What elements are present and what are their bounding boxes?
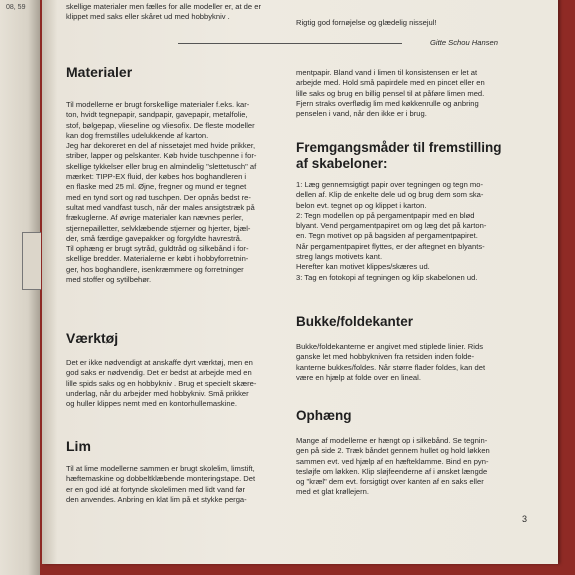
- text-line: der, små færdige gavepakker og forgyldte havrestrå.: [66, 233, 243, 243]
- section-fremgangsmaader: [296, 140, 536, 283]
- section-heading: af skabeloner:: [296, 156, 388, 171]
- text-line: sammen evt. ved hjælp af en hæfteklamme. Bind en pyn-: [296, 456, 489, 466]
- paragraph: [66, 464, 288, 505]
- text-line: ganske let med hobbykniven fra retsiden inden folde-: [296, 352, 475, 362]
- section-bukke-foldekanter: [296, 314, 536, 383]
- text-line: skellige tykkelser eller brug en almindelig "slettetusch" af: [66, 161, 257, 171]
- author-signature: Gitte Schou Hansen: [430, 38, 498, 47]
- text-line: dellen af. Klip de enkelte dele ud og brug dem som ska-: [296, 190, 484, 200]
- text-line: Herefter kan motivet klippes/skæres ud.: [296, 262, 430, 272]
- text-line: en. Tegn motivet op på bagsiden af pergamentpapiret.: [296, 231, 478, 241]
- paragraph: [296, 342, 536, 383]
- text-line: ger, hos boghandlere, isenkræmmere og forretninger: [66, 264, 244, 274]
- text-line: og huller klippes nemt med en kontorhullemaskine.: [66, 399, 237, 409]
- text-line: arbejde med. Hold små papirdele med en pincet eller en: [296, 78, 485, 88]
- paragraph: [66, 100, 288, 285]
- section-heading: Materialer: [66, 64, 133, 80]
- text-line: 1: Læg gennemsigtigt papir over tegningen og tegn mo-: [296, 180, 484, 189]
- text-line: Fjern straks overflødig lim med køkkenrulle og anbring: [296, 98, 479, 108]
- text-line: med en tynd sort og rød tuschpen. Der opnås bedst re-: [66, 192, 251, 202]
- paragraph: [66, 358, 288, 409]
- text-line: hæftemaskine og dobbeltklæbende monteringstape. Det: [66, 474, 256, 484]
- text-line: god saks er nødvendig. Det er bedst at arbejde med en: [66, 368, 252, 378]
- text-line: sultat med vandfast tusch, når der males ansigtstræk på: [66, 202, 255, 212]
- text-line: en flaske med 25 ml. Øjne, fregner og mund er tegnet: [66, 182, 247, 192]
- text-line: 2: Tegn modellen op på pergamentpapir med en blød: [296, 210, 475, 220]
- book-page: [42, 0, 558, 564]
- text-line: lille spids saks og en hobbykniv . Brug et specielt skære-: [66, 378, 257, 388]
- text-line: er en god idé at fortynde skolelimen med lidt vand før: [66, 484, 245, 494]
- text-line: kanterne bukkes/foldes. Når større flader foldes, kan det: [296, 362, 486, 372]
- text-line: stjernepailletter, selvklæbende stjerner og hjerter, bjæl-: [66, 223, 251, 233]
- text-line: Til ophæng er brugt sytråd, guldtråd og silkebånd i for-: [66, 244, 249, 254]
- text-line: Bukke/foldekanterne er angivet med stiplede linier. Rids: [296, 342, 483, 351]
- text-line: skellige bredder. Materialerne er købt i hobbyforretnin-: [66, 254, 249, 264]
- text-line: være en hjælp at folde over en lineal.: [296, 372, 421, 382]
- left-page-fragment: 08, 59: [6, 4, 26, 11]
- text-line: stof, bølgepap, vlieseline og vliesofix. De fleste modeller: [66, 120, 255, 130]
- text-line: ton, hvidt tegnepapir, sandpapir, gavepapir, metalfolie,: [66, 110, 248, 120]
- text-line: skellige materialer men fælles for alle modeller er, at de er: [66, 2, 261, 11]
- text-line: 3: Tag en fotokopi af tegningen og klip skabelonen ud.: [296, 272, 478, 282]
- section-lim: [66, 438, 288, 505]
- section-vaerktoej: [66, 330, 288, 409]
- text-line: Det er ikke nødvendigt at anskaffe dyrt værktøj, men en: [66, 358, 253, 367]
- greeting: Rigtig god fornøjelse og glædelig nissejul!: [296, 18, 437, 27]
- section-heading: Ophæng: [296, 408, 352, 423]
- paragraph: [296, 436, 536, 498]
- text-line: gen på side 2. Træk båndet gennem hullet og hold løkken: [296, 446, 490, 456]
- lim-continuation: [296, 68, 536, 119]
- text-line: lille saks og brug en billig pensel til at påføre limen med.: [296, 88, 485, 98]
- divider-line: [178, 43, 402, 44]
- left-page-tab: [22, 232, 41, 290]
- text-line: Til modellerne er brugt forskellige materialer f.eks. kar-: [66, 100, 250, 109]
- text-line: kan dog fremstilles udelukkende af karton.: [66, 130, 209, 140]
- section-heading: Værktøj: [66, 330, 119, 346]
- text-line: Mange af modellerne er hængt op i silkebånd. Se tegnin-: [296, 436, 488, 445]
- text-line: Til at lime modellerne sammen er brugt skolelim, limstift,: [66, 464, 255, 473]
- text-line: mentpapir. Bland vand i limen til konsistensen er let at: [296, 68, 478, 77]
- text-line: tesløjfe om løkken. Klip sløjfeenderne af i ønsket længde: [296, 466, 488, 476]
- text-line: klippet med saks eller skåret ud med hobbykniv .: [66, 12, 230, 22]
- section-heading: Bukke/foldekanter: [296, 314, 414, 329]
- section-heading: Fremgangsmåder til fremstilling: [296, 140, 502, 155]
- text-line: blyant. Vend pergamentpapiret om og læg det på karton-: [296, 221, 487, 231]
- text-line: penselen i vand, når den ikke er i brug.: [296, 109, 427, 119]
- text-line: Når pergamentpapiret flyttes, er der aftegnet en blyants-: [296, 241, 485, 251]
- text-line: striber, lapper og pelskanter. Køb hvide tuschpenne i for-: [66, 151, 257, 161]
- text-line: med et glat krøllejern.: [296, 487, 370, 497]
- paragraph: [296, 180, 536, 283]
- text-line: og "kræl" dem evt. forsigtigt over kanten af en saks eller: [296, 477, 484, 487]
- text-line: frækuglerne. Af øvrige materialer kan nævnes perler,: [66, 213, 244, 223]
- text-line: underlag, når du arbejder med hobbykniv. Små prikker: [66, 388, 249, 398]
- section-ophaeng: [296, 408, 536, 498]
- text-line: Jeg har dekoreret en del af nissetøjet med hvide prikker,: [66, 141, 256, 151]
- text-line: belon evt. tegnet op og klippet i karton.: [296, 200, 427, 210]
- section-materialer: [66, 64, 288, 285]
- top-left-text: [66, 2, 288, 23]
- left-page-edge: [0, 0, 40, 575]
- section-heading: Lim: [66, 438, 91, 454]
- page-number: 3: [522, 514, 528, 524]
- text-line: mærket: TIPP-EX fluid, der købes hos boghandleren i: [66, 172, 247, 182]
- text-line: med stoffer og sytilbehør.: [66, 275, 152, 285]
- text-line: den anvendes. Anbring en klat lim på et stykke perga-: [66, 494, 247, 504]
- text-line: streg langs motivets kant.: [296, 252, 383, 262]
